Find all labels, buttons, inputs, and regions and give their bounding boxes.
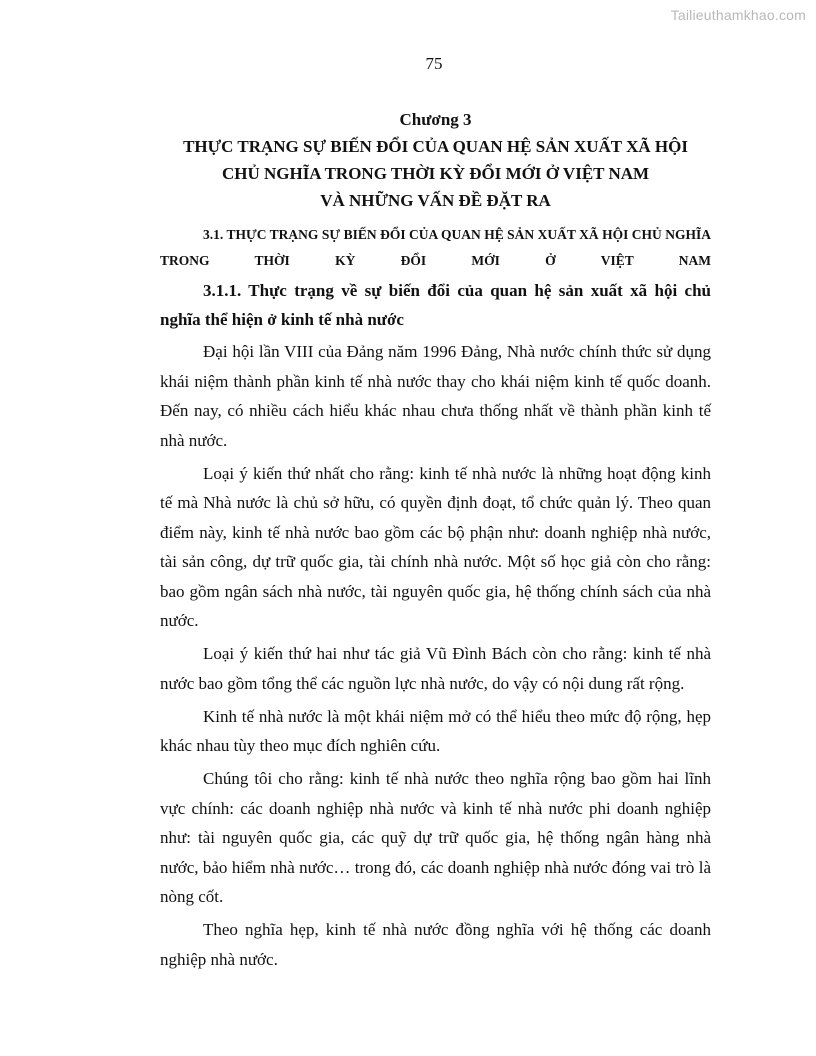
chapter-label: Chương 3 — [399, 110, 472, 129]
chapter-title-line-2: CHỦ NGHĨA TRONG THỜI KỲ ĐỔI MỚI Ở VIỆT NAM — [221, 164, 650, 183]
paragraph: Theo nghĩa hẹp, kinh tế nhà nước đồng nghĩa với hệ thống các doanh nghiệp nhà nước. — [160, 920, 711, 969]
chapter-title-line-1: THỰC TRẠNG SỰ BIẾN ĐỔI CỦA QUAN HỆ SẢN XUẤT XÃ HỘI — [183, 137, 688, 156]
section-title: 3.1. THỰC TRẠNG SỰ BIẾN ĐỔI CỦA QUAN HỆ SẢN XUẤT XÃ HỘI CHỦ NGHĨA TRONG THỜI KỲ ĐỔI MỚI Ở VIỆT NAM — [160, 227, 711, 268]
paragraph: Loại ý kiến thứ nhất cho rằng: kinh tế nhà nước là những hoạt động kinh tế mà Nhà nước là chủ sở hữu, có quyền định đoạt, tổ chức quản lý. Theo quan điểm này, kinh tế nhà nước bao gồm các bộ phận như: doanh nghiệp nhà nước, tài sản công, dự trữ quốc gia, tài chính nhà nước. Một số học giả còn cho rằng: bao gồm ngân sách nhà nước, tài nguyên quốc gia, hệ thống chính sách của nhà nước. — [160, 463, 711, 630]
paragraph: Kinh tế nhà nước là một khái niệm mở có thể hiểu theo mức độ rộng, hẹp khác nhau tùy theo mục đích nghiên cứu. — [160, 706, 711, 755]
paragraph: Đại hội lần VIII của Đảng năm 1996 Đảng, Nhà nước chính thức sử dụng khái niệm thành phần kinh tế nhà nước thay cho khái niệm kinh tế quốc doanh. Đến nay, có nhiều cách hiểu khác nhau chưa thống nhất về thành phần kinh tế nhà nước. — [160, 342, 711, 450]
paragraph: Loại ý kiến thứ hai như tác giả Vũ Đình Bách còn cho rằng: kinh tế nhà nước bao gồm tổng thể các nguồn lực nhà nước, do vậy có nội dung rất rộng. — [160, 644, 711, 693]
document-body — [160, 106, 711, 978]
chapter-title-line-3: VÀ NHỮNG VẤN ĐỀ ĐẶT RA — [320, 191, 551, 210]
page-number: 75 — [425, 54, 443, 73]
subsection-title: 3.1.1. Thực trạng về sự biến đổi của quan hệ sản xuất xã hội chủ nghĩa thể hiện ở kinh tế nhà nước — [160, 281, 711, 329]
watermark-text: Tailieuthamkhao.com — [670, 7, 806, 23]
paragraph: Chúng tôi cho rằng: kinh tế nhà nước theo nghĩa rộng bao gồm hai lĩnh vực chính: các doanh nghiệp nhà nước và kinh tế nhà nước phi doanh nghiệp như: tài nguyên quốc gia, các quỹ dự trữ quốc gia, hệ thống ngân hàng nhà nước, bảo hiểm nhà nước… trong đó, các doanh nghiệp nhà nước đóng vai trò là nòng cốt. — [160, 769, 711, 906]
